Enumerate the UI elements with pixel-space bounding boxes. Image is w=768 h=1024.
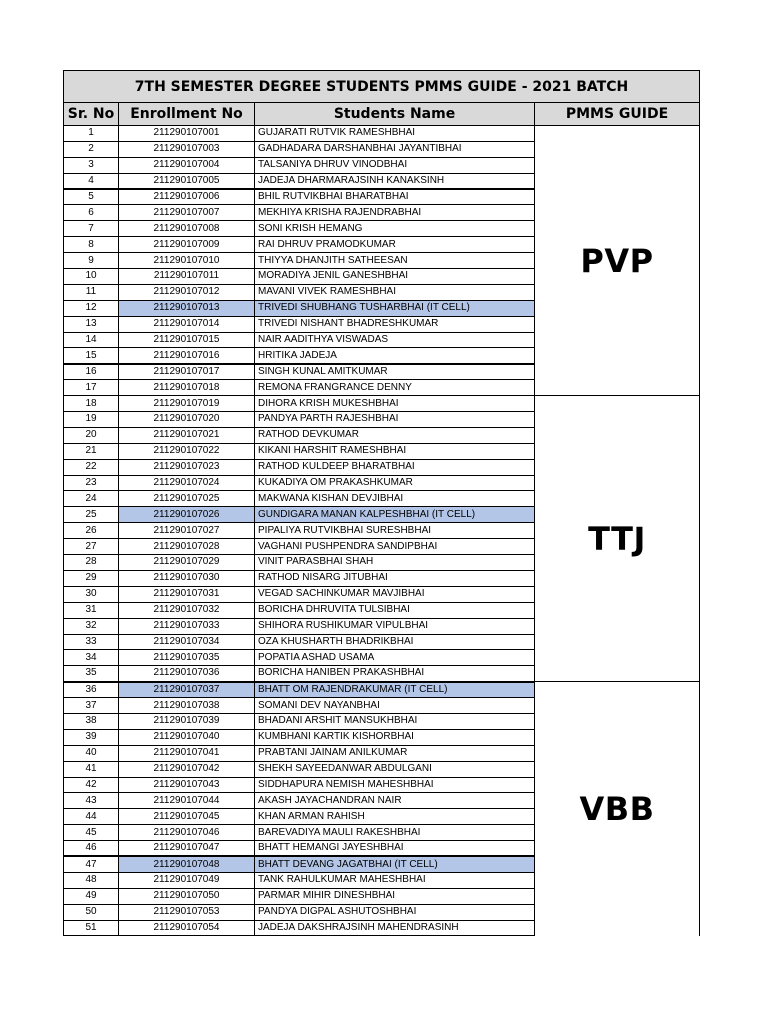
cell-enrollment-no[interactable]: 211290107014: [119, 316, 255, 332]
cell-enrollment-no[interactable]: 211290107007: [119, 205, 255, 221]
cell-enrollment-no[interactable]: 211290107048: [119, 856, 255, 872]
cell-sr-no[interactable]: 44: [64, 809, 119, 825]
cell-enrollment-no[interactable]: 211290107016: [119, 348, 255, 364]
cell-enrollment-no[interactable]: 211290107035: [119, 650, 255, 666]
cell-student-name[interactable]: PANDYA PARTH RAJESHBHAI: [255, 412, 535, 428]
cell-sr-no[interactable]: 40: [64, 745, 119, 761]
cell-sr-no[interactable]: 26: [64, 523, 119, 539]
cell-student-name[interactable]: BHATT DEVANG JAGATBHAI (IT CELL): [255, 856, 535, 872]
cell-student-name[interactable]: BHATT OM RAJENDRAKUMAR (IT CELL): [255, 682, 535, 698]
cell-sr-no[interactable]: 13: [64, 316, 119, 332]
cell-student-name[interactable]: OZA KHUSHARTH BHADRIKBHAI: [255, 634, 535, 650]
cell-sr-no[interactable]: 38: [64, 713, 119, 729]
cell-student-name[interactable]: BORICHA HANIBEN PRAKASHBHAI: [255, 666, 535, 682]
table-row: [64, 126, 700, 142]
cell-student-name[interactable]: SOMANI DEV NAYANBHAI: [255, 698, 535, 714]
cell-sr-no[interactable]: 1: [64, 126, 119, 142]
cell-enrollment-no[interactable]: 211290107049: [119, 872, 255, 888]
header-students-name[interactable]: Students Name: [255, 103, 535, 126]
cell-enrollment-no[interactable]: 211290107044: [119, 793, 255, 809]
cell-student-name[interactable]: GUJARATI RUTVIK RAMESHBHAI: [255, 126, 535, 142]
cell-enrollment-no[interactable]: 211290107041: [119, 745, 255, 761]
cell-sr-no[interactable]: 28: [64, 555, 119, 571]
cell-student-name[interactable]: RATHOD NISARG JITUBHAI: [255, 570, 535, 586]
cell-enrollment-no[interactable]: 211290107025: [119, 491, 255, 507]
guide-table: [63, 70, 700, 936]
cell-enrollment-no[interactable]: 211290107043: [119, 777, 255, 793]
cell-enrollment-no[interactable]: 211290107004: [119, 157, 255, 173]
cell-sr-no[interactable]: 18: [64, 396, 119, 412]
cell-student-name[interactable]: RAI DHRUV PRAMODKUMAR: [255, 237, 535, 253]
cell-sr-no[interactable]: 4: [64, 173, 119, 189]
cell-enrollment-no[interactable]: 211290107019: [119, 396, 255, 412]
cell-enrollment-no[interactable]: 211290107032: [119, 602, 255, 618]
cell-student-name[interactable]: BHIL RUTVIKBHAI BHARATBHAI: [255, 189, 535, 205]
cell-student-name[interactable]: TRIVEDI SHUBHANG TUSHARBHAI (IT CELL): [255, 300, 535, 316]
sheet-title[interactable]: 7TH SEMESTER DEGREE STUDENTS PMMS GUIDE - 2021 BATCH: [64, 71, 700, 103]
cell-sr-no[interactable]: 23: [64, 475, 119, 491]
cell-enrollment-no[interactable]: 211290107050: [119, 888, 255, 904]
cell-enrollment-no[interactable]: 211290107012: [119, 284, 255, 300]
cell-student-name[interactable]: SHIHORA RUSHIKUMAR VIPULBHAI: [255, 618, 535, 634]
cell-sr-no[interactable]: 27: [64, 539, 119, 555]
cell-sr-no[interactable]: 5: [64, 189, 119, 205]
cell-enrollment-no[interactable]: 211290107026: [119, 507, 255, 523]
cell-student-name[interactable]: KHAN ARMAN RAHISH: [255, 809, 535, 825]
cell-student-name[interactable]: KIKANI HARSHIT RAMESHBHAI: [255, 443, 535, 459]
cell-enrollment-no[interactable]: 211290107018: [119, 380, 255, 396]
cell-enrollment-no[interactable]: 211290107039: [119, 713, 255, 729]
cell-student-name[interactable]: BAREVADIYA MAULI RAKESHBHAI: [255, 825, 535, 841]
cell-student-name[interactable]: JADEJA DAKSHRAJSINH MAHENDRASINH: [255, 920, 535, 936]
cell-student-name[interactable]: TRIVEDI NISHANT BHADRESHKUMAR: [255, 316, 535, 332]
cell-sr-no[interactable]: 15: [64, 348, 119, 364]
cell-student-name[interactable]: GADHADARA DARSHANBHAI JAYANTIBHAI: [255, 141, 535, 157]
cell-student-name[interactable]: REMONA FRANGRANCE DENNY: [255, 380, 535, 396]
cell-sr-no[interactable]: 11: [64, 284, 119, 300]
cell-guide-ttj[interactable]: TTJ: [535, 396, 700, 682]
cell-enrollment-no[interactable]: 211290107054: [119, 920, 255, 936]
header-sr-no[interactable]: Sr. No: [64, 103, 119, 126]
cell-student-name[interactable]: RATHOD KULDEEP BHARATBHAI: [255, 459, 535, 475]
cell-sr-no[interactable]: 12: [64, 300, 119, 316]
cell-student-name[interactable]: PANDYA DIGPAL ASHUTOSHBHAI: [255, 904, 535, 920]
cell-sr-no[interactable]: 24: [64, 491, 119, 507]
cell-guide-vbb[interactable]: VBB: [535, 682, 700, 936]
cell-enrollment-no[interactable]: 211290107031: [119, 586, 255, 602]
cell-student-name[interactable]: TANK RAHULKUMAR MAHESHBHAI: [255, 872, 535, 888]
cell-student-name[interactable]: BORICHA DHRUVITA TULSIBHAI: [255, 602, 535, 618]
cell-student-name[interactable]: THIYYA DHANJITH SATHEESAN: [255, 253, 535, 269]
cell-sr-no[interactable]: 36: [64, 682, 119, 698]
cell-enrollment-no[interactable]: 211290107020: [119, 412, 255, 428]
cell-sr-no[interactable]: 43: [64, 793, 119, 809]
cell-sr-no[interactable]: 22: [64, 459, 119, 475]
cell-sr-no[interactable]: 17: [64, 380, 119, 396]
cell-enrollment-no[interactable]: 211290107003: [119, 141, 255, 157]
cell-enrollment-no[interactable]: 211290107015: [119, 332, 255, 348]
cell-enrollment-no[interactable]: 211290107046: [119, 825, 255, 841]
table-row: [64, 396, 700, 412]
cell-student-name[interactable]: MAVANI VIVEK RAMESHBHAI: [255, 284, 535, 300]
cell-sr-no[interactable]: 31: [64, 602, 119, 618]
cell-student-name[interactable]: BHATT HEMANGI JAYESHBHAI: [255, 841, 535, 857]
cell-enrollment-no[interactable]: 211290107023: [119, 459, 255, 475]
cell-student-name[interactable]: SINGH KUNAL AMITKUMAR: [255, 364, 535, 380]
cell-student-name[interactable]: AKASH JAYACHANDRAN NAIR: [255, 793, 535, 809]
cell-enrollment-no[interactable]: 211290107040: [119, 729, 255, 745]
cell-sr-no[interactable]: 9: [64, 253, 119, 269]
cell-student-name[interactable]: TALSANIYA DHRUV VINODBHAI: [255, 157, 535, 173]
cell-sr-no[interactable]: 10: [64, 269, 119, 285]
cell-enrollment-no[interactable]: 211290107028: [119, 539, 255, 555]
cell-sr-no[interactable]: 30: [64, 586, 119, 602]
cell-sr-no[interactable]: 14: [64, 332, 119, 348]
cell-enrollment-no[interactable]: 211290107005: [119, 173, 255, 189]
title-row: [64, 71, 700, 103]
cell-sr-no[interactable]: 20: [64, 427, 119, 443]
cell-student-name[interactable]: PARMAR MIHIR DINESHBHAI: [255, 888, 535, 904]
cell-enrollment-no[interactable]: 211290107011: [119, 269, 255, 285]
cell-sr-no[interactable]: 6: [64, 205, 119, 221]
cell-student-name[interactable]: SHEKH SAYEEDANWAR ABDULGANI: [255, 761, 535, 777]
header-row: [64, 103, 700, 126]
cell-enrollment-no[interactable]: 211290107033: [119, 618, 255, 634]
cell-sr-no[interactable]: 32: [64, 618, 119, 634]
cell-student-name[interactable]: MEKHIYA KRISHA RAJENDRABHAI: [255, 205, 535, 221]
cell-enrollment-no[interactable]: 211290107038: [119, 698, 255, 714]
cell-enrollment-no[interactable]: 211290107037: [119, 682, 255, 698]
cell-student-name[interactable]: SONI KRISH HEMANG: [255, 221, 535, 237]
header-enrollment-no[interactable]: Enrollment No: [119, 103, 255, 126]
cell-enrollment-no[interactable]: 211290107021: [119, 427, 255, 443]
cell-sr-no[interactable]: 34: [64, 650, 119, 666]
cell-sr-no[interactable]: 7: [64, 221, 119, 237]
cell-sr-no[interactable]: 16: [64, 364, 119, 380]
cell-sr-no[interactable]: 39: [64, 729, 119, 745]
cell-enrollment-no[interactable]: 211290107030: [119, 570, 255, 586]
student-rows: [64, 126, 700, 936]
cell-student-name[interactable]: SIDDHAPURA NEMISH MAHESHBHAI: [255, 777, 535, 793]
cell-sr-no[interactable]: 47: [64, 856, 119, 872]
cell-sr-no[interactable]: 51: [64, 920, 119, 936]
spreadsheet: [63, 70, 699, 936]
cell-sr-no[interactable]: 33: [64, 634, 119, 650]
cell-student-name[interactable]: JADEJA DHARMARAJSINH KANAKSINH: [255, 173, 535, 189]
cell-sr-no[interactable]: 2: [64, 141, 119, 157]
cell-sr-no[interactable]: 35: [64, 666, 119, 682]
cell-student-name[interactable]: VEGAD SACHINKUMAR MAVJIBHAI: [255, 586, 535, 602]
cell-enrollment-no[interactable]: 211290107013: [119, 300, 255, 316]
cell-enrollment-no[interactable]: 211290107008: [119, 221, 255, 237]
cell-enrollment-no[interactable]: 211290107010: [119, 253, 255, 269]
cell-student-name[interactable]: PIPALIYA RUTVIKBHAI SURESHBHAI: [255, 523, 535, 539]
cell-enrollment-no[interactable]: 211290107001: [119, 126, 255, 142]
cell-sr-no[interactable]: 41: [64, 761, 119, 777]
cell-sr-no[interactable]: 19: [64, 412, 119, 428]
cell-enrollment-no[interactable]: 211290107036: [119, 666, 255, 682]
cell-sr-no[interactable]: 49: [64, 888, 119, 904]
cell-sr-no[interactable]: 45: [64, 825, 119, 841]
cell-sr-no[interactable]: 25: [64, 507, 119, 523]
cell-sr-no[interactable]: 42: [64, 777, 119, 793]
cell-enrollment-no[interactable]: 211290107022: [119, 443, 255, 459]
cell-student-name[interactable]: MAKWANA KISHAN DEVJIBHAI: [255, 491, 535, 507]
cell-enrollment-no[interactable]: 211290107042: [119, 761, 255, 777]
cell-enrollment-no[interactable]: 211290107027: [119, 523, 255, 539]
cell-sr-no[interactable]: 29: [64, 570, 119, 586]
cell-enrollment-no[interactable]: 211290107017: [119, 364, 255, 380]
cell-enrollment-no[interactable]: 211290107045: [119, 809, 255, 825]
cell-student-name[interactable]: KUKADIYA OM PRAKASHKUMAR: [255, 475, 535, 491]
cell-student-name[interactable]: NAIR AADITHYA VISWADAS: [255, 332, 535, 348]
cell-enrollment-no[interactable]: 211290107034: [119, 634, 255, 650]
cell-student-name[interactable]: POPATIA ASHAD USAMA: [255, 650, 535, 666]
cell-sr-no[interactable]: 37: [64, 698, 119, 714]
cell-sr-no[interactable]: 3: [64, 157, 119, 173]
cell-student-name[interactable]: DIHORA KRISH MUKESHBHAI: [255, 396, 535, 412]
cell-student-name[interactable]: VAGHANI PUSHPENDRA SANDIPBHAI: [255, 539, 535, 555]
cell-enrollment-no[interactable]: 211290107006: [119, 189, 255, 205]
cell-student-name[interactable]: GUNDIGARA MANAN KALPESHBHAI (IT CELL): [255, 507, 535, 523]
cell-enrollment-no[interactable]: 211290107029: [119, 555, 255, 571]
cell-student-name[interactable]: BHADANI ARSHIT MANSUKHBHAI: [255, 713, 535, 729]
header-pmms-guide[interactable]: PMMS GUIDE: [535, 103, 700, 126]
cell-student-name[interactable]: VINIT PARASBHAI SHAH: [255, 555, 535, 571]
cell-enrollment-no[interactable]: 211290107047: [119, 841, 255, 857]
cell-student-name[interactable]: KUMBHANI KARTIK KISHORBHAI: [255, 729, 535, 745]
cell-sr-no[interactable]: 21: [64, 443, 119, 459]
table-row: [64, 682, 700, 698]
cell-sr-no[interactable]: 48: [64, 872, 119, 888]
cell-student-name[interactable]: HRITIKA JADEJA: [255, 348, 535, 364]
cell-sr-no[interactable]: 8: [64, 237, 119, 253]
cell-enrollment-no[interactable]: 211290107024: [119, 475, 255, 491]
cell-student-name[interactable]: PRABTANI JAINAM ANILKUMAR: [255, 745, 535, 761]
cell-enrollment-no[interactable]: 211290107009: [119, 237, 255, 253]
cell-guide-pvp[interactable]: PVP: [535, 126, 700, 396]
cell-sr-no[interactable]: 50: [64, 904, 119, 920]
cell-enrollment-no[interactable]: 211290107053: [119, 904, 255, 920]
cell-student-name[interactable]: MORADIYA JENIL GANESHBHAI: [255, 269, 535, 285]
cell-student-name[interactable]: RATHOD DEVKUMAR: [255, 427, 535, 443]
cell-sr-no[interactable]: 46: [64, 841, 119, 857]
